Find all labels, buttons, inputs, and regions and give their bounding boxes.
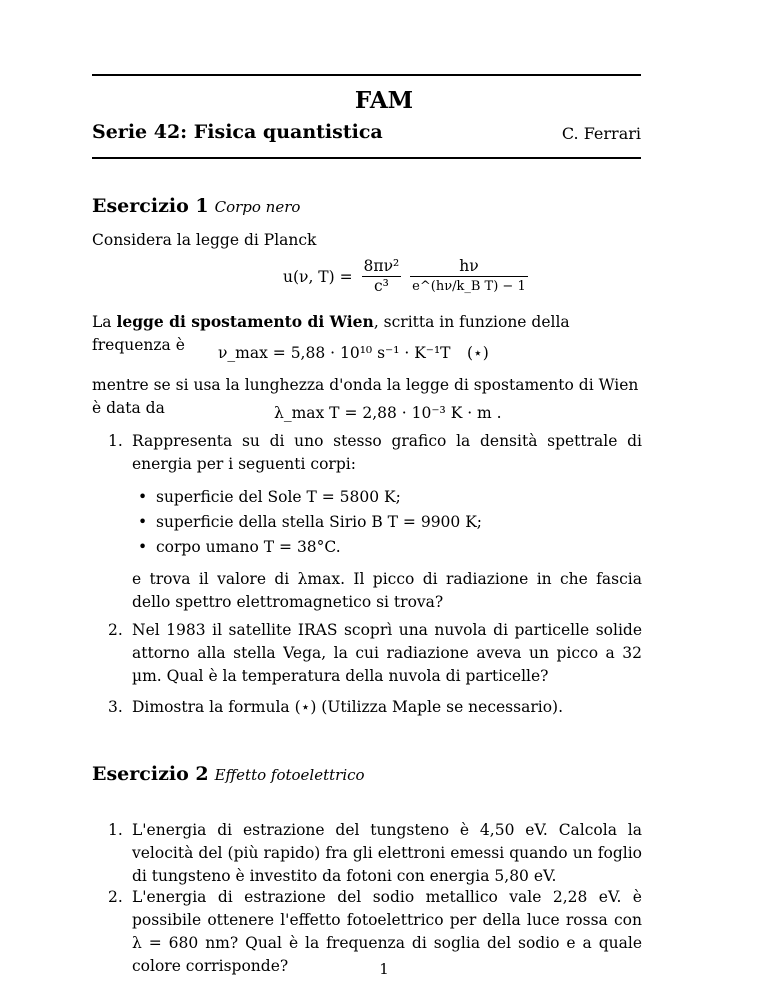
bullet-icon: • — [138, 538, 148, 556]
bullet-item — [138, 536, 341, 559]
bullet-text: corpo umano T = 38°C. — [156, 538, 341, 556]
item-text: L'energia di estrazione del tungsteno è 4,50 eV. Calcola la velocità del (più rapido) fra gli elettroni emessi quando un foglio di tungsteno è investito da fotoni con energia 5,80 eV. — [132, 821, 642, 885]
planck-num-1: 8πν² — [363, 257, 400, 275]
item-text: Rappresenta su di uno stesso grafico la densità spettrale di energia per i seguenti corpi: — [132, 432, 642, 473]
wien-post: , scritta in funzione della frequenza è — [92, 313, 570, 354]
planck-lhs: u(ν, T) = — [283, 267, 353, 286]
author: C. Ferrari — [561, 124, 641, 143]
ex2-item-2 — [108, 886, 642, 975]
bullet-item — [138, 511, 482, 534]
item-number: 2. — [108, 888, 123, 906]
exercise-2-number: Esercizio 2 — [92, 763, 209, 785]
document-title: FAM — [354, 87, 414, 114]
ex1-item-2 — [108, 619, 642, 688]
planck-den-2: e^(hν/k_B T) − 1 — [412, 279, 526, 294]
wien-pre: La — [92, 313, 117, 331]
bullet-icon: • — [138, 488, 148, 506]
planck-fraction-2 — [410, 257, 528, 296]
wien-star-label: (⋆) — [467, 344, 489, 362]
planck-fraction-1 — [362, 257, 402, 296]
planck-den-1: c³ — [373, 277, 389, 295]
exercise-1-subtitle: Corpo nero — [214, 198, 301, 216]
item-number: 3. — [108, 698, 123, 716]
ex1-item-3 — [108, 696, 642, 719]
exercise-1-heading — [92, 195, 300, 217]
exercise-2-subtitle: Effetto fotoelettrico — [214, 766, 365, 784]
item-text: Nel 1983 il satellite IRAS scoprì una nuvola di particelle solide attorno alla stella Vega, la cui radiazione aveva un picco a 32 µm. Qual è la temperatura della nuvola di particelle? — [132, 621, 642, 685]
series-title: Serie 42: Fisica quantistica — [92, 121, 383, 143]
top-rule — [92, 74, 641, 76]
planck-num-2: hν — [410, 257, 528, 277]
ex1-item-1-followup — [108, 568, 642, 614]
item-number: 2. — [108, 621, 123, 639]
wien-law-name: legge di spostamento di Wien — [116, 312, 374, 331]
exercise-2-heading — [92, 763, 365, 785]
bullet-text: superficie della stella Sirio B T = 9900 K; — [156, 513, 483, 531]
page-number: 1 — [379, 960, 389, 978]
wien-wavelength-equation: λ_max T = 2,88 · 10⁻³ K · m . — [274, 404, 502, 422]
bullet-icon: • — [138, 513, 148, 531]
ex1-intro: Considera la legge di Planck — [92, 231, 317, 249]
ex1-item-1 — [108, 430, 642, 476]
header-bottom-rule — [92, 157, 641, 159]
exercise-1-number: Esercizio 1 — [92, 195, 209, 217]
planck-equation — [283, 257, 528, 296]
item-text: Dimostra la formula (⋆) (Utilizza Maple se necessario). — [132, 698, 563, 716]
item-number: 1. — [108, 821, 123, 839]
bullet-text: superficie del Sole T = 5800 K; — [156, 488, 401, 506]
ex2-item-1 — [108, 819, 642, 888]
wien-frequency-equation: ν_max = 5,88 · 10¹⁰ s⁻¹ · K⁻¹T — [218, 344, 451, 362]
lambda-intro: mentre se si usa la lunghezza d'onda la legge di spostamento di Wien è data da — [92, 376, 639, 417]
item-text: L'energia di estrazione del sodio metallico vale 2,28 eV. è possibile ottenere l'effetto fotoelettrico per della luce rossa con λ = 680 nm? Qual è la frequenza di soglia del sodio e a quale colore corrisponde? — [132, 888, 642, 975]
bullet-item — [138, 486, 401, 509]
item-number: 1. — [108, 432, 123, 450]
item-text: e trova il valore di λmax. Il picco di radiazione in che fascia dello spettro elettromagnetico si trova? — [132, 570, 642, 611]
